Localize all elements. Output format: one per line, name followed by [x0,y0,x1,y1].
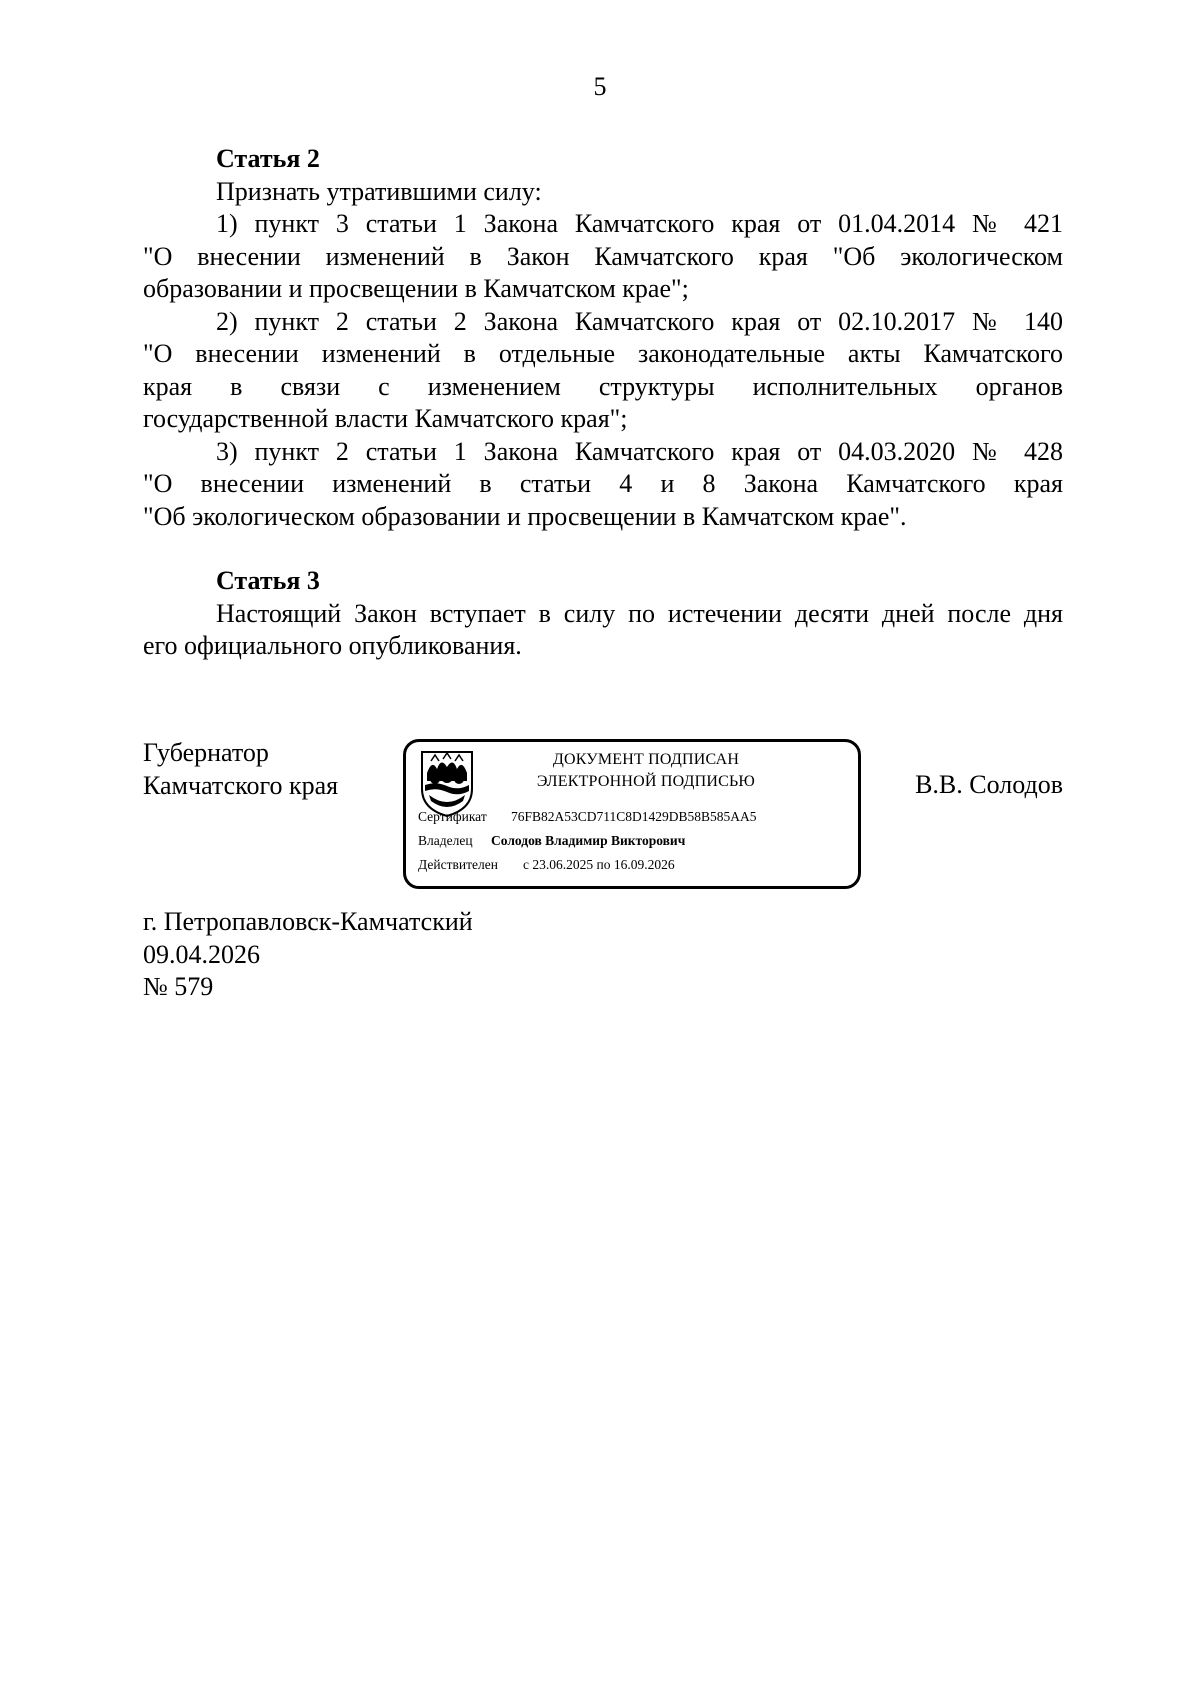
article-2-item-1-line-2: "О внесении изменений в Закон Камчатского края "Об экологическом [143,241,1063,271]
law-date: 09.04.2026 [143,939,260,969]
article-2-item-1-line-1: 1) пункт 3 статьи 1 Закона Камчатского края от 01.04.2014 № 421 [216,209,1063,238]
signatory-name: В.В. Солодов [915,770,1063,799]
law-number: № 579 [143,972,214,1001]
article-3-line-1: Настоящий Закон вступает в силу по истечении десяти дней после дня [216,598,1063,628]
article-2-item-3-line-3: "Об экологическом образовании и просвещении в Камчатском крае". [143,501,907,531]
article-2-item-2-line-1: 2) пункт 2 статьи 2 Закона Камчатского края от 02.10.2017 № 140 [216,306,1063,336]
validity-label: Действителен [418,857,498,872]
article-2-item-2-line-3: края в связи с изменением структуры исполнительных органов [143,371,1063,401]
signatory-title-line-1: Губернатор [143,738,269,767]
document-body [143,143,1063,663]
article-2-intro: Признать утратившими силу: [216,176,542,206]
electronic-signature-stamp [403,739,861,889]
article-2-item-3-line-1: 3) пункт 2 статьи 1 Закона Камчатского края от 04.03.2020 № 428 [216,436,1063,466]
validity-row [418,856,675,874]
article-2-item-2-line-4: государственной власти Камчатского края"; [143,404,628,433]
city: г. Петропавловск-Камчатский [143,907,473,936]
certificate-row [418,808,757,826]
article-3-line-2: его официального опубликования. [143,631,522,660]
validity-value: с 23.06.2025 по 16.09.2026 [523,857,675,872]
stamp-heading-line-1: ДОКУМЕНТ ПОДПИСАН [552,751,740,768]
signatory-title-line-2: Камчатского края [143,770,339,800]
certificate-value: 76FB82A53CD711C8D1429DB58B585AA5 [511,809,757,824]
article-2-title: Статья 2 [216,144,320,173]
article-3-title: Статья 3 [216,566,320,595]
owner-value: Солодов Владимир Викторович [491,833,686,848]
article-2-item-3-line-2: "О внесении изменений в статьи 4 и 8 Закона Камчатского края [143,469,1063,498]
place-date-number [143,906,473,1004]
page-number: 5 [593,72,607,101]
owner-row [418,832,686,850]
article-2-item-1-line-3: образовании и просвещении в Камчатском крае"; [143,274,689,303]
signatory-title [143,737,338,802]
article-2-item-2-line-2: "О внесении изменений в отдельные законодательные акты Камчатского [143,339,1063,368]
stamp-heading-line-2: ЭЛЕКТРОННОЙ ПОДПИСЬЮ [536,773,756,790]
owner-label: Владелец [418,833,473,848]
stamp-heading [496,749,796,793]
signature-block [143,737,1063,897]
certificate-label: Сертификат [418,809,487,824]
